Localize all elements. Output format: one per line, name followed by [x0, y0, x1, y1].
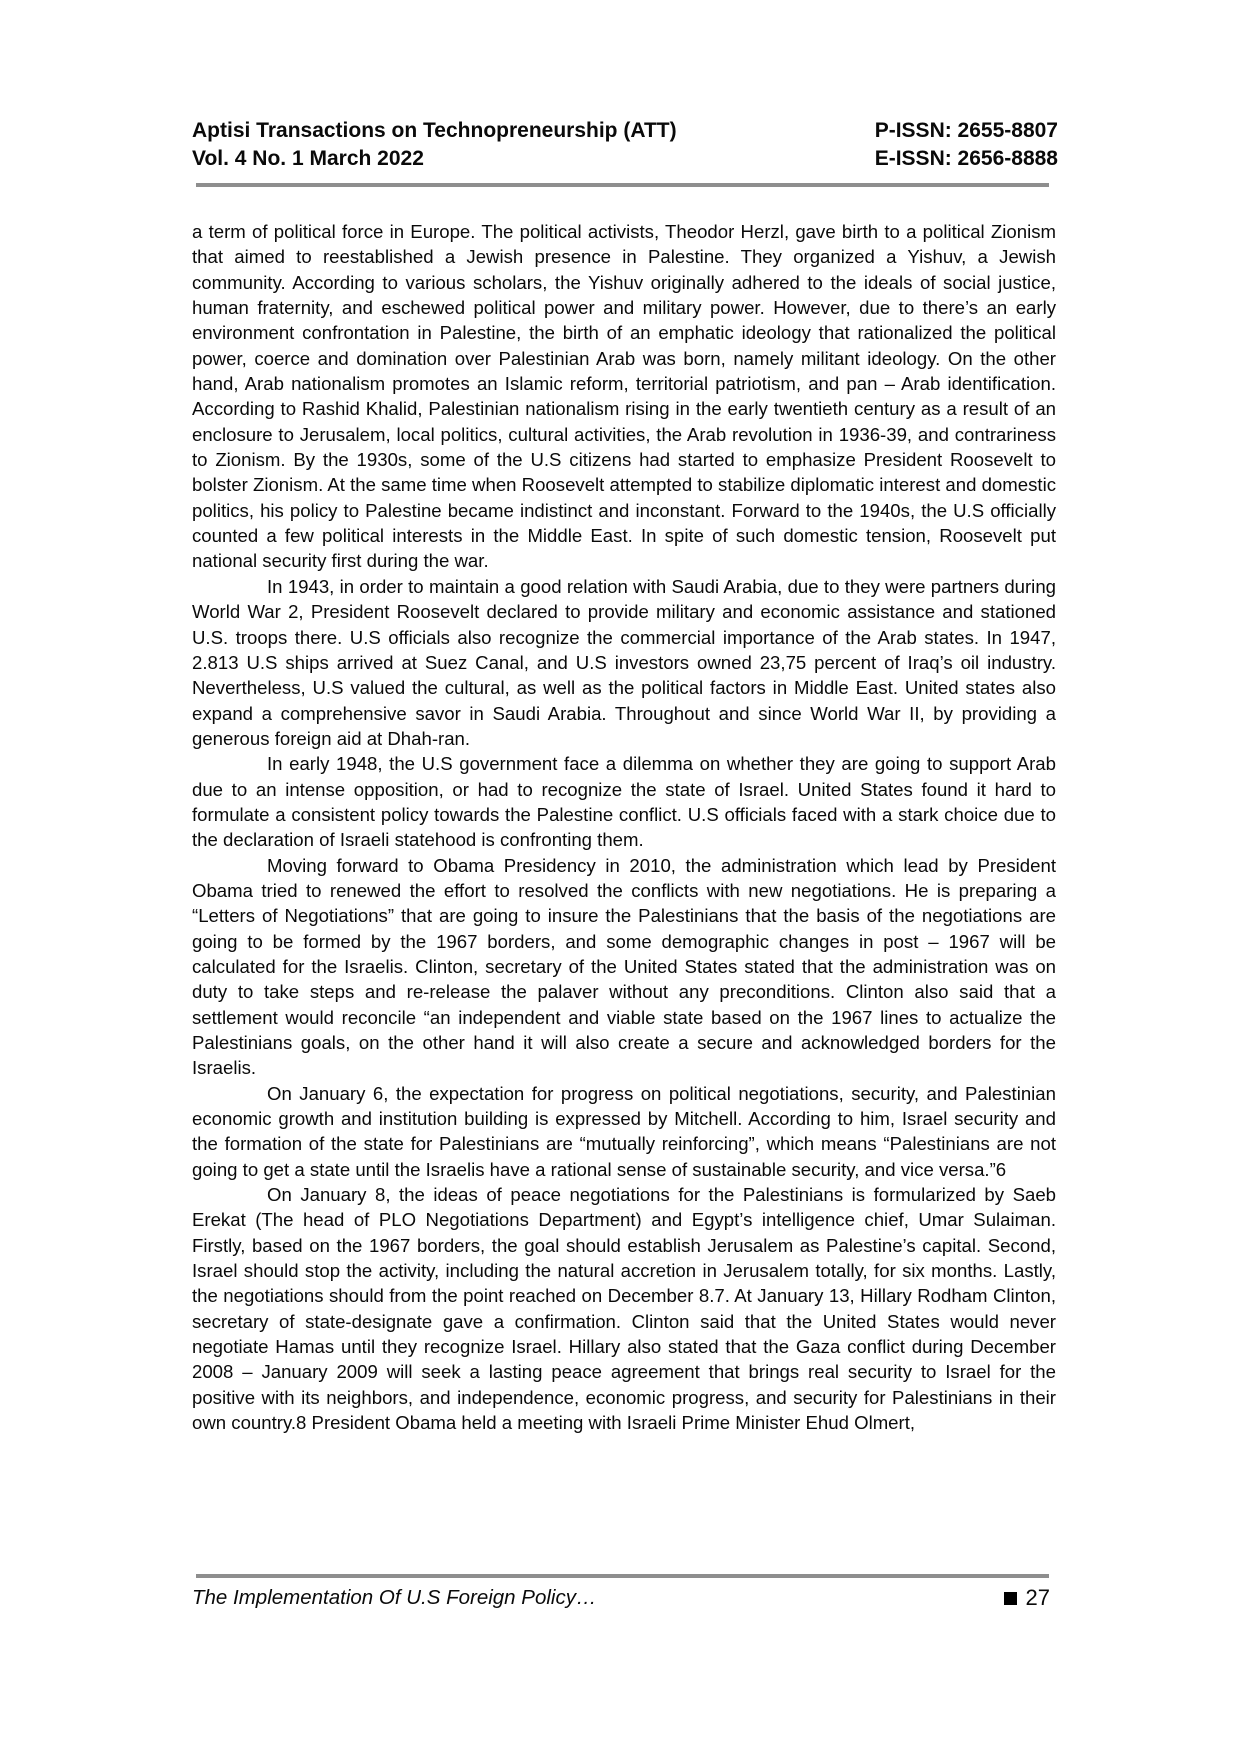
paragraph: On January 8, the ideas of peace negotiations for the Palestinians is formularized by Saeb Erekat (The head of PLO Negotiations Department) and Egypt’s intelligence chief, Umar Sulaiman. Firstly, based on the 1967 borders, the goal should establish Jerusalem as Palestine’s capital. Second, Israel should stop the activity, including the natural accretion in Jerusalem totally, for six months. Lastly, the negotiations should from the point reached on December 8.7. At January 13, Hillary Rodham Clinton, secretary of state-designate gave a confirmation. Clinton said that the United States would never negotiate Hamas until they recognize Israel. Hillary also stated that the Gaza conflict during December 2008 – January 2009 will seek a lasting peace agreement that brings real security to Israel for the positive with its neighbors, and independence, economic progress, and security for Palestinians in their own country.8 President Obama held a meeting with Israeli Prime Minister Ehud Olmert, [192, 1184, 1056, 1434]
page-number: 27 [1025, 1585, 1050, 1610]
paragraph: On January 6, the expectation for progress on political negotiations, security, and Palestinian economic growth and institution building is expressed by Mitchell. According to him, Israel security and the formation of the state for Palestinians are “mutually reinforcing”, which means “Palestinians are not going to get a state until the Israelis have a rational sense of sustainable security, and vice versa.”6 [192, 1082, 1056, 1180]
journal-identity [192, 117, 677, 173]
header-divider [196, 183, 1049, 187]
paragraph: a term of political force in Europe. The political activists, Theodor Herzl, gave birth to a political Zionism that aimed to reestablished a Jewish presence in Palestine. They organized a Yishuv, a Jewish community. According to various scholars, the Yishuv originally adhered to the ideals of social justice, human fraternity, and eschewed political power and military power. However, due to there’s an early environment confrontation in Palestine, the birth of an emphatic ideology that rationalized the political power, coerce and domination over Palestinian Arab was born, namely militant ideology. On the other hand, Arab nationalism promotes an Islamic reform, territorial patriotism, and pan – Arab identification. According to Rashid Khalid, Palestinian nationalism rising in the early twentieth century as a result of an enclosure to Jerusalem, local politics, cultural activities, the Arab revolution in 1936-39, and contrariness to Zionism. By the 1930s, some of the U.S citizens had started to emphasize President Roosevelt to bolster Zionism. At the same time when Roosevelt attempted to stabilize diplomatic interest and domestic politics, his policy to Palestine became indistinct and inconstant. Forward to the 1940s, the U.S officially counted a few political interests in the Middle East. In spite of such domestic tension, Roosevelt put national security first during the war. [192, 221, 1056, 572]
p-issn: P-ISSN: 2655-8807 [874, 119, 1058, 142]
journal-title: Aptisi Transactions on Technopreneurship (ATT) [192, 119, 677, 142]
article-body [192, 219, 1056, 1436]
issn-block [875, 117, 1058, 173]
paragraph: In 1943, in order to maintain a good relation with Saudi Arabia, due to they were partners during World War 2, President Roosevelt declared to provide military and economic assistance and stationed U.S. troops there. U.S officials also recognize the commercial importance of the Arab states. In 1947, 2.813 U.S ships arrived at Suez Canal, and U.S investors owned 23,75 percent of Iraq’s oil industry. Nevertheless, U.S valued the cultural, as well as the political factors in Middle East. United states also expand a comprehensive savor in Saudi Arabia. Throughout and since World War II, by providing a generous foreign aid at Dhah-ran. [192, 575, 1056, 749]
footer-divider [196, 1574, 1049, 1578]
running-title: The Implementation Of U.S Foreign Policy… [192, 1586, 597, 1609]
paragraph: Moving forward to Obama Presidency in 2010, the administration which lead by President Obama tried to renewed the effort to resolved the conflicts with new negotiations. He is preparing a “Letters of Negotiations” that are going to insure the Palestinians that the basis of the negotiations are going to be formed by the 1967 borders, and some demographic changes in post – 1967 will be calculated for the Israelis. Clinton, secretary of the United States stated that the administration was on duty to take steps and re-release the palaver without any preconditions. Clinton also said that a settlement would reconcile “an independent and viable state based on the 1967 lines to actualize the Palestinians goals, on the other hand it will also create a secure and acknowledged borders for the Israelis. [192, 854, 1056, 1079]
page-header [192, 117, 1058, 173]
paragraph: In early 1948, the U.S government face a dilemma on whether they are going to support Arab due to an intense opposition, or had to recognize the state of Israel. United States found it hard to formulate a consistent policy towards the Palestine conflict. U.S officials faced with a stark choice due to the declaration of Israeli statehood is confronting them. [192, 753, 1056, 851]
page-footer [192, 1585, 1050, 1611]
journal-volume: Vol. 4 No. 1 March 2022 [192, 147, 424, 170]
e-issn: E-ISSN: 2656-8888 [874, 147, 1058, 170]
square-bullet-icon [1004, 1592, 1017, 1605]
page-number-block [1004, 1585, 1050, 1611]
